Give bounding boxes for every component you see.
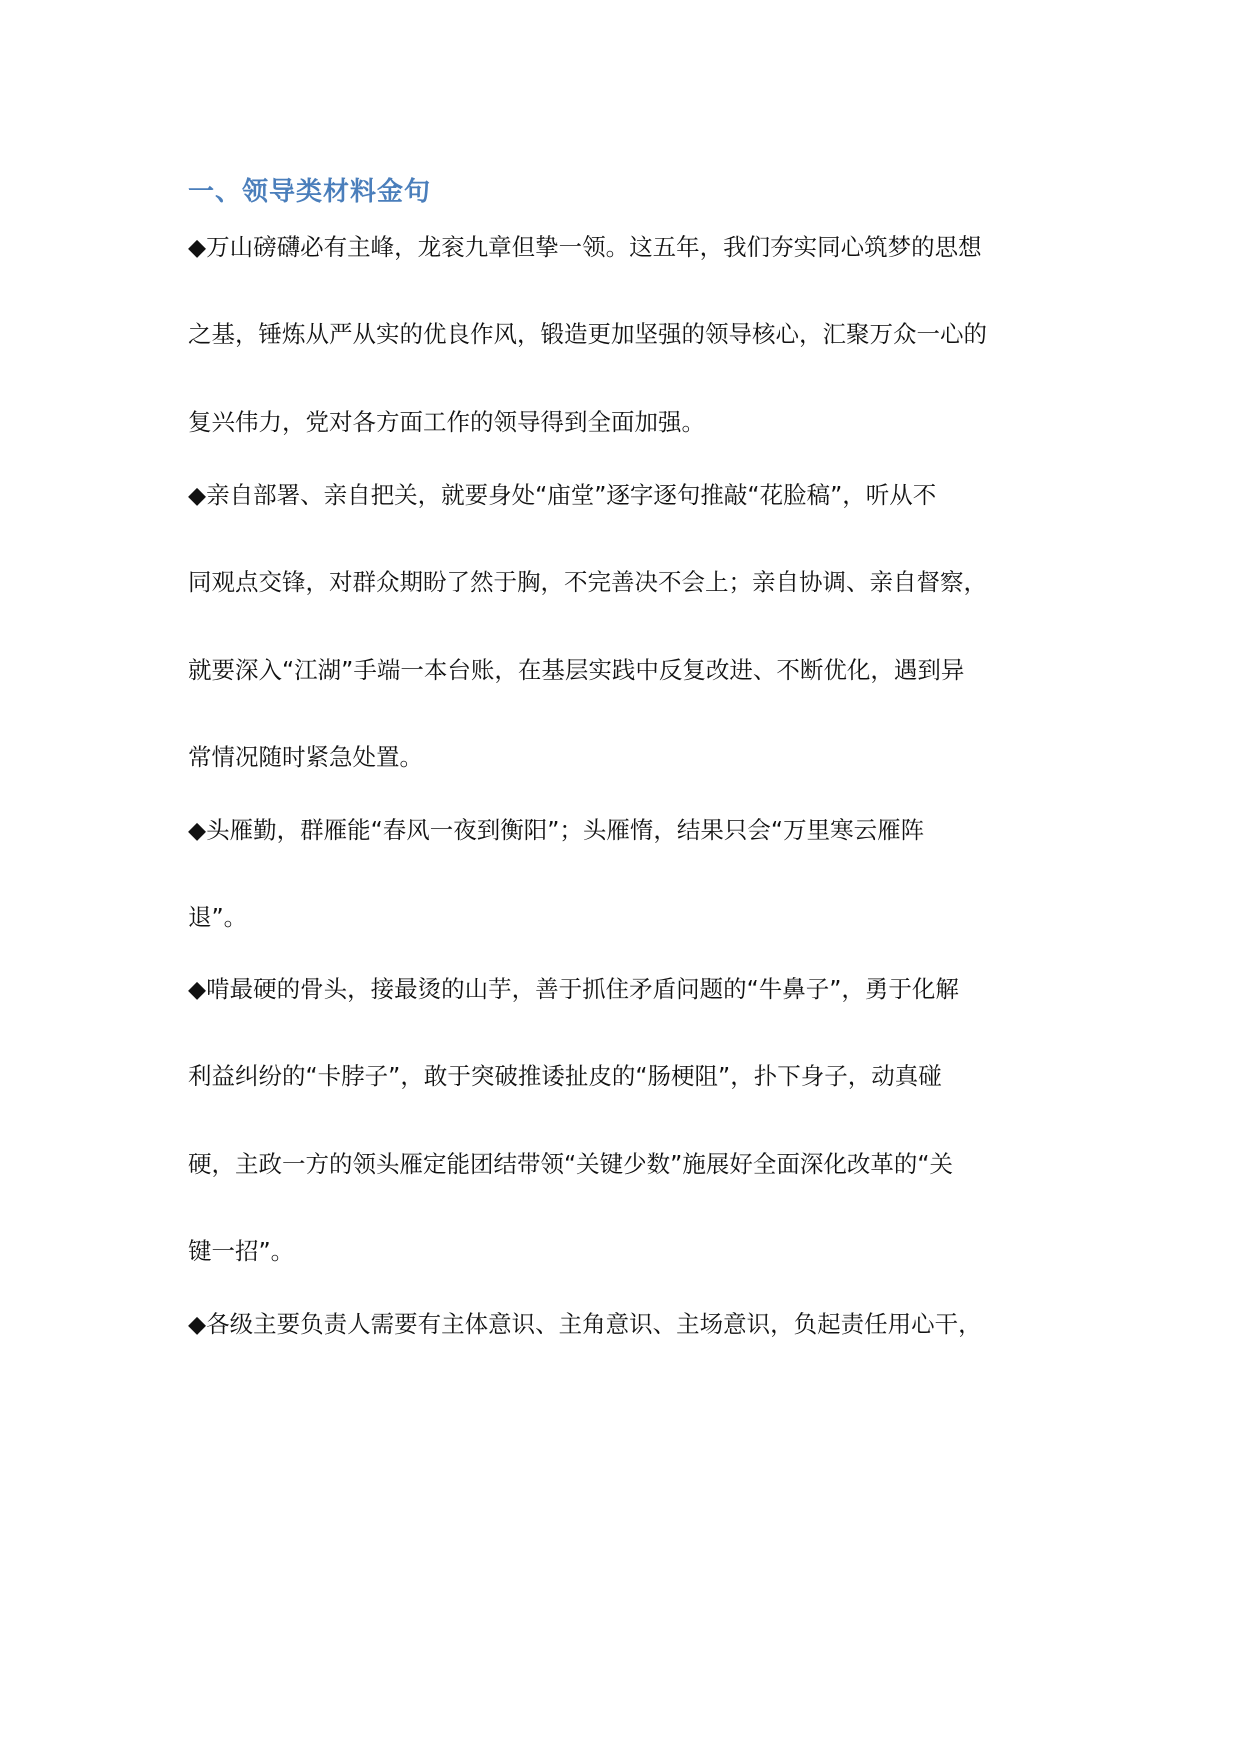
text-line: 利益纠纷的“卡脖子”，敢于突破推诿扯皮的“肠梗阻”，扑下身子，动真碰 xyxy=(188,1062,942,1090)
text-line: 键一招”。 xyxy=(188,1237,295,1265)
text-line: ◆头雁勤，群雁能“春风一夜到衡阳”；头雁惰，结果只会“万里寒云雁阵 xyxy=(188,816,925,844)
section-heading: 一、领导类材料金句 xyxy=(188,177,432,207)
text-line: 复兴伟力，党对各方面工作的领导得到全面加强。 xyxy=(188,408,705,436)
text-line: 就要深入“江湖”手端一本台账，在基层实践中反复改进、不断优化，遇到异 xyxy=(188,656,965,684)
text-line: 同观点交锋，对群众期盼了然于胸，不完善决不会上；亲自协调、亲自督察， xyxy=(188,568,987,596)
text-line: 之基，锤炼从严从实的优良作风，锻造更加坚强的领导核心，汇聚万众一心的 xyxy=(188,320,987,348)
text-line: 退”。 xyxy=(188,903,248,931)
text-line: 硬，主政一方的领头雁定能团结带领“关键少数”施展好全面深化改革的“关 xyxy=(188,1150,954,1178)
text-line: 常情况随时紧急处置。 xyxy=(188,743,423,771)
text-line: ◆亲自部署、亲自把关，就要身处“庙堂”逐字逐句推敲“花脸稿”，听从不 xyxy=(188,481,937,509)
text-line: ◆各级主要负责人需要有主体意识、主角意识、主场意识，负起责任用心干， xyxy=(188,1310,982,1338)
text-line: ◆啃最硬的骨头，接最烫的山芋，善于抓住矛盾问题的“牛鼻子”，勇于化解 xyxy=(188,975,959,1003)
text-line: ◆万山磅礴必有主峰，龙衮九章但挚一领。这五年，我们夯实同心筑梦的思想 xyxy=(188,233,982,261)
